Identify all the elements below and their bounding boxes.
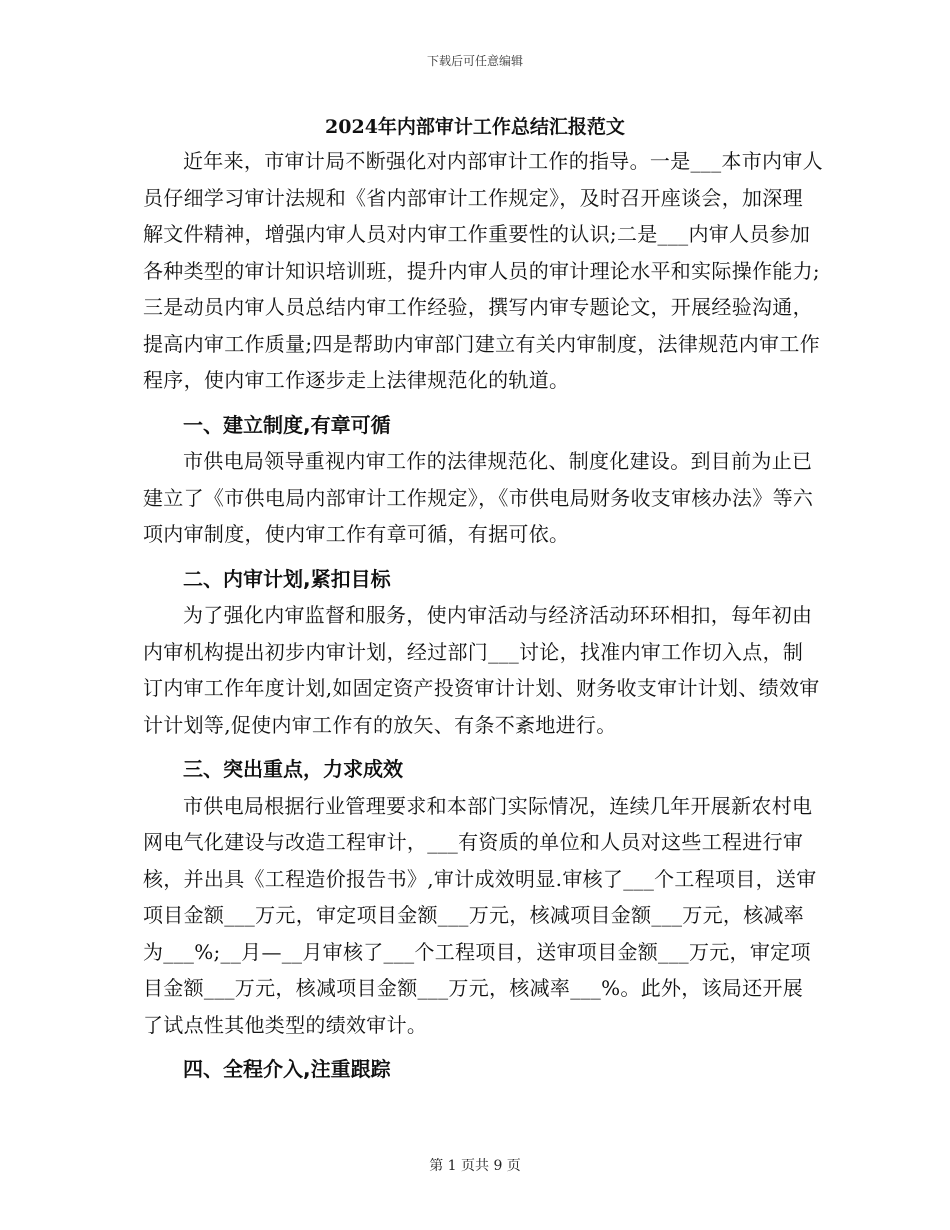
section-body-3: 市供电局根据行业管理要求和本部门实际情况，连续几年开展新农村电网电气化建设与改造工程审计，___有资质的单位和人员对这些工程进行审核，并出具《工程造价报告书》,审计成效明显.审核了___个工程项目，送审项目金额___万元，审定项目金额___万元，核减项目金额___万元，核减率为___%;__月—__月审核了___个工程项目，送审项目金额___万元，审定项目金额___万元，核减项目金额___万元，核减率___%。此外，该局还开展了试点性其他类型的绩效审计。 (143, 793, 817, 1037)
page-number: 第 1 页共 9 页 (429, 1158, 521, 1174)
document-title: 2024年内部审计工作总结汇报范文 (325, 116, 625, 138)
section-heading-2: 二、内审计划,紧扣目标 (183, 566, 391, 591)
section-heading-4: 四、全程介入,注重跟踪 (183, 1057, 391, 1081)
section-heading-3: 三、突出重点，力求成效 (183, 757, 403, 781)
intro-paragraph: 近年来，市审计局不断强化对内部审计工作的指导。一是___本市内审人员仔细学习审计法规和《省内部审计工作规定》，及时召开座谈会，加深理解文件精神，增强内审人员对内审工作重要性的认识;二是___内审人员参加各种类型的审计知识培训班，提升内审人员的审计理论水平和实际操作能力;三是动员内审人员总结内审工作经验，撰写内审专题论文，开展经验沟通，提高内审工作质量;四是帮助内审部门建立有关内审制度，法律规范内审工作程序，使内审工作逐步走上法律规范化的轨道。 (143, 149, 823, 392)
section-body-1: 市供电局领导重视内审工作的法律规范化、制度化建设。到目前为止已建立了《市供电局内部审计工作规定》，《市供电局财务收支审核办法》等六项内审制度，使内审工作有章可循，有据可依。 (143, 449, 814, 546)
document-body (143, 143, 823, 1088)
section-heading-1: 一、建立制度,有章可循 (183, 412, 391, 437)
header-note: 下载后可任意编辑 (426, 54, 523, 68)
section-body-2: 为了强化内审监督和服务，使内审活动与经济活动环环相扣，每年初由内审机构提出初步内审计划，经过部门___讨论，找准内审工作切入点，制订内审工作年度计划,如固定资产投资审计计划、财务收支审计计划、绩效审计计划等,促使内审工作有的放矢、有条不紊地进行。 (143, 603, 820, 737)
